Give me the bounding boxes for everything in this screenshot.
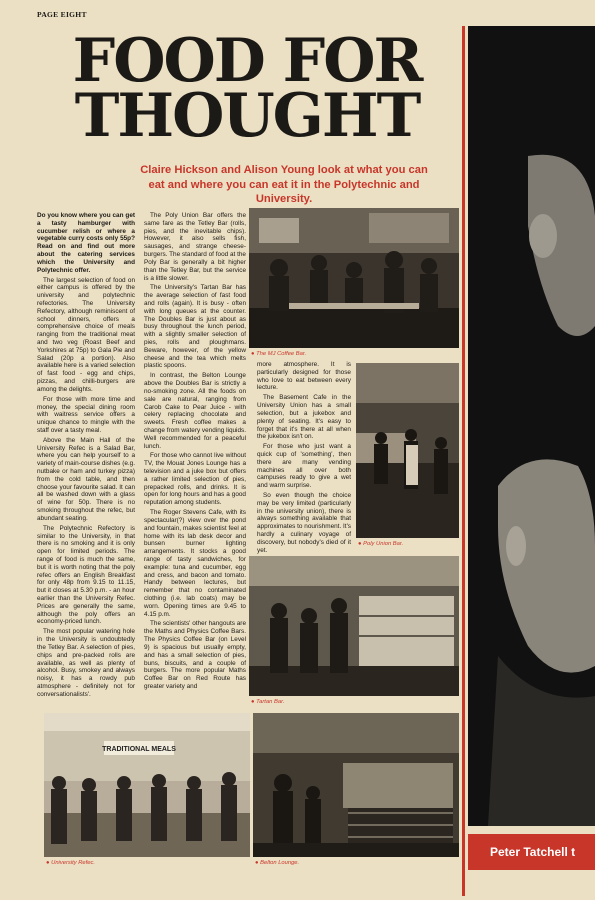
caption-bullet: ● — [251, 699, 255, 705]
photo-mj-coffee-bar — [249, 208, 459, 348]
col1-paragraph: Above the Main Hall of the University Refec is a Salad Bar, where you can help yourself to a variety of main-course dishes (e.g. nutbake or ham and turkey pizza) from the cold table, and then choose your favourite salad. It can all be washed down with a glass of wine for 50p. There is no smoking throughout the refec, but abundant seating. — [37, 436, 135, 522]
page-label: PAGE EIGHT — [37, 10, 87, 19]
adjacent-article-banner: Peter Tatchell t — [468, 834, 595, 870]
caption-bullet: ● — [255, 860, 259, 866]
photo-belton-lounge — [253, 713, 459, 857]
col1-paragraph: The most popular watering hole in the University is undoubtedly the Tetley Bar. A selection of pies, chips and pre-packed rolls are available, as well as plenty of alcohol. Busy, smokey and always noisy, it has a rowdy pub atmosphere - definitely not for conversationalists'. — [37, 628, 135, 698]
photo-adjacent-article — [468, 26, 595, 826]
col2-paragraph: For those who cannot live without TV, the Mouat Jones Lounge has a television and a juke box but offers a rather limited selection of pies, prepacked rolls, and drinks. It is open for long hours and has a good reputation among students. — [144, 452, 246, 507]
col3-paragraph: So even though the choice may be very limited (particularly in the university union), there is always something available that approximates to nourishment. It's hardly a culinary voyage of discovery, but nobody's died of it yet. — [257, 492, 351, 554]
col1-paragraph: For those with more time and money, the special dining room with waitress service offers a unique chance to mingle with the staff over a tasty meal. — [37, 395, 135, 434]
col2-paragraph: The scientists' other hangouts are the Maths and Physics Coffee Bars. The Physics Coffee Bar (on Level 9) is spacious but usually empty, and has a small selection of pies, buns, biscuits, and a couple of burgers. The more popular Maths Coffee Bar on Red Route has greater variety and — [144, 620, 246, 690]
col1-paragraph: Do you know where you can get a tasty hamburger with cucumber relish or where a vegetable curry costs only 55p? Read on and find out more about the catering services which the University and Polytechnic offer. — [37, 212, 135, 274]
caption-text: Tartan Bar. — [256, 699, 285, 705]
headline-line-2: THOUGHT — [74, 81, 420, 152]
col2-paragraph: The Poly Union Bar offers the same fare as the Tetley Bar (rolls, pies, and the inevitable chips). However, it also sells fish, sausages, and strange cheese-burgers. The standard of food at the Poly Bar is generally a bit higher than the Tetley Bar, but the service is a little slower. — [144, 212, 246, 282]
col1-paragraph: The largest selection of food on either campus is offered by the university and polytechnic refectories. The University Refectory, although reminiscent of school dinners, offers a comprehensive choice of meals ranging from the traditional meat and two veg (Roast Beef and Yorkshires at 75p) to Gala Pie and Salad (20p a portion). Also available here is a varied selection of fast food - egg and chips, pizzas, and chilli-burgers are among the delights. — [37, 276, 135, 393]
caption-text: Belton Lounge. — [260, 860, 300, 866]
caption-bullet: ● — [251, 351, 255, 357]
col2-paragraph: The Roger Stevens Cafe, with its spectacular(?) view over the pond and fountain, makes scientist feel at home with its lab desk decor and bunsen burner lighting arrangements. It stocks a good range of tasty sandwiches, for example: tuna and cucumber, egg and cress, and bacon and tomato. Handy between lectures, but remember that no contaminated clothing (i.e. lab coats) may be worn. Opening times are 9.45 to 4.15 p.m. — [144, 509, 246, 618]
article-column-2 — [144, 212, 246, 712]
standfirst: Claire Hickson and Alison Young look at what you can eat and where you can eat it in the Polytechnic and University. — [140, 164, 428, 206]
caption-poly-union-bar — [358, 541, 403, 547]
caption-university-refec — [46, 860, 95, 866]
caption-bullet: ● — [358, 541, 362, 547]
col1-paragraph: The Polytechnic Refectory is similar to the University, in that there is no smoking and it is only open for limited periods. The range of food is much the same, but it is worth noting that the poly refec offers an English Breakfast for only 48p from 9.15 to 11.15, but it closes at 5.30 p.m. - an hour earlier than the University Refec. Prices are generally the same, although the poly offers an economy-priced lunch. — [37, 524, 135, 626]
col3-paragraph: more atmosphere. It is particularly designed for those who love to eat between every lecture. — [257, 361, 351, 392]
red-divider-line — [462, 26, 465, 896]
headline-line-1: FOOD FOR — [72, 26, 422, 96]
col3-paragraph: The Basement Cafe in the University Union has a small selection, but a jukebox and plenty of seating. It's easy to forget that it's there at all when the jukebox isn't on. — [257, 394, 351, 441]
caption-bullet: ● — [46, 860, 50, 866]
caption-tartan-bar — [251, 699, 284, 705]
photo-university-refec — [44, 713, 250, 857]
col2-paragraph: In contrast, the Belton Lounge above the Doubles Bar is strictly a no-smoking zone. All the foods on sale are natural, ranging from Carob Cake to Pear Juice - with celery replacing chocolate and sweets. Fresh coffee makes a change from watery vending liquids. Well recommended for a peaceful lunch. — [144, 372, 246, 450]
caption-text: University Refec. — [51, 860, 95, 866]
caption-belton-lounge — [255, 860, 299, 866]
photo-tartan-bar — [249, 556, 459, 696]
photo-poly-union-bar — [356, 363, 459, 538]
refec-sign: TRADITIONAL MEALS — [102, 746, 176, 753]
article-column-3 — [257, 361, 351, 554]
col2-paragraph: The University's Tartan Bar has the average selection of fast food and rolls (again). It is busy - often with long queues at the counter. The Doubles Bar is just about as busy throughout the lunch period, with a slightly smaller selection of pies, rolls and ploughmans. Beware, however, of the yellow cheese and the tea which melts plastic spoons. — [144, 284, 246, 370]
caption-text: Poly Union Bar. — [363, 541, 404, 547]
headline — [37, 26, 457, 152]
caption-mj-coffee-bar — [251, 351, 306, 357]
col3-paragraph: For those who just want a quick cup of 'something', then there are many vending machines all over both campuses ready to give a wet and warm surprise. — [257, 443, 351, 490]
caption-text: The MJ Coffee Bar. — [256, 351, 307, 357]
